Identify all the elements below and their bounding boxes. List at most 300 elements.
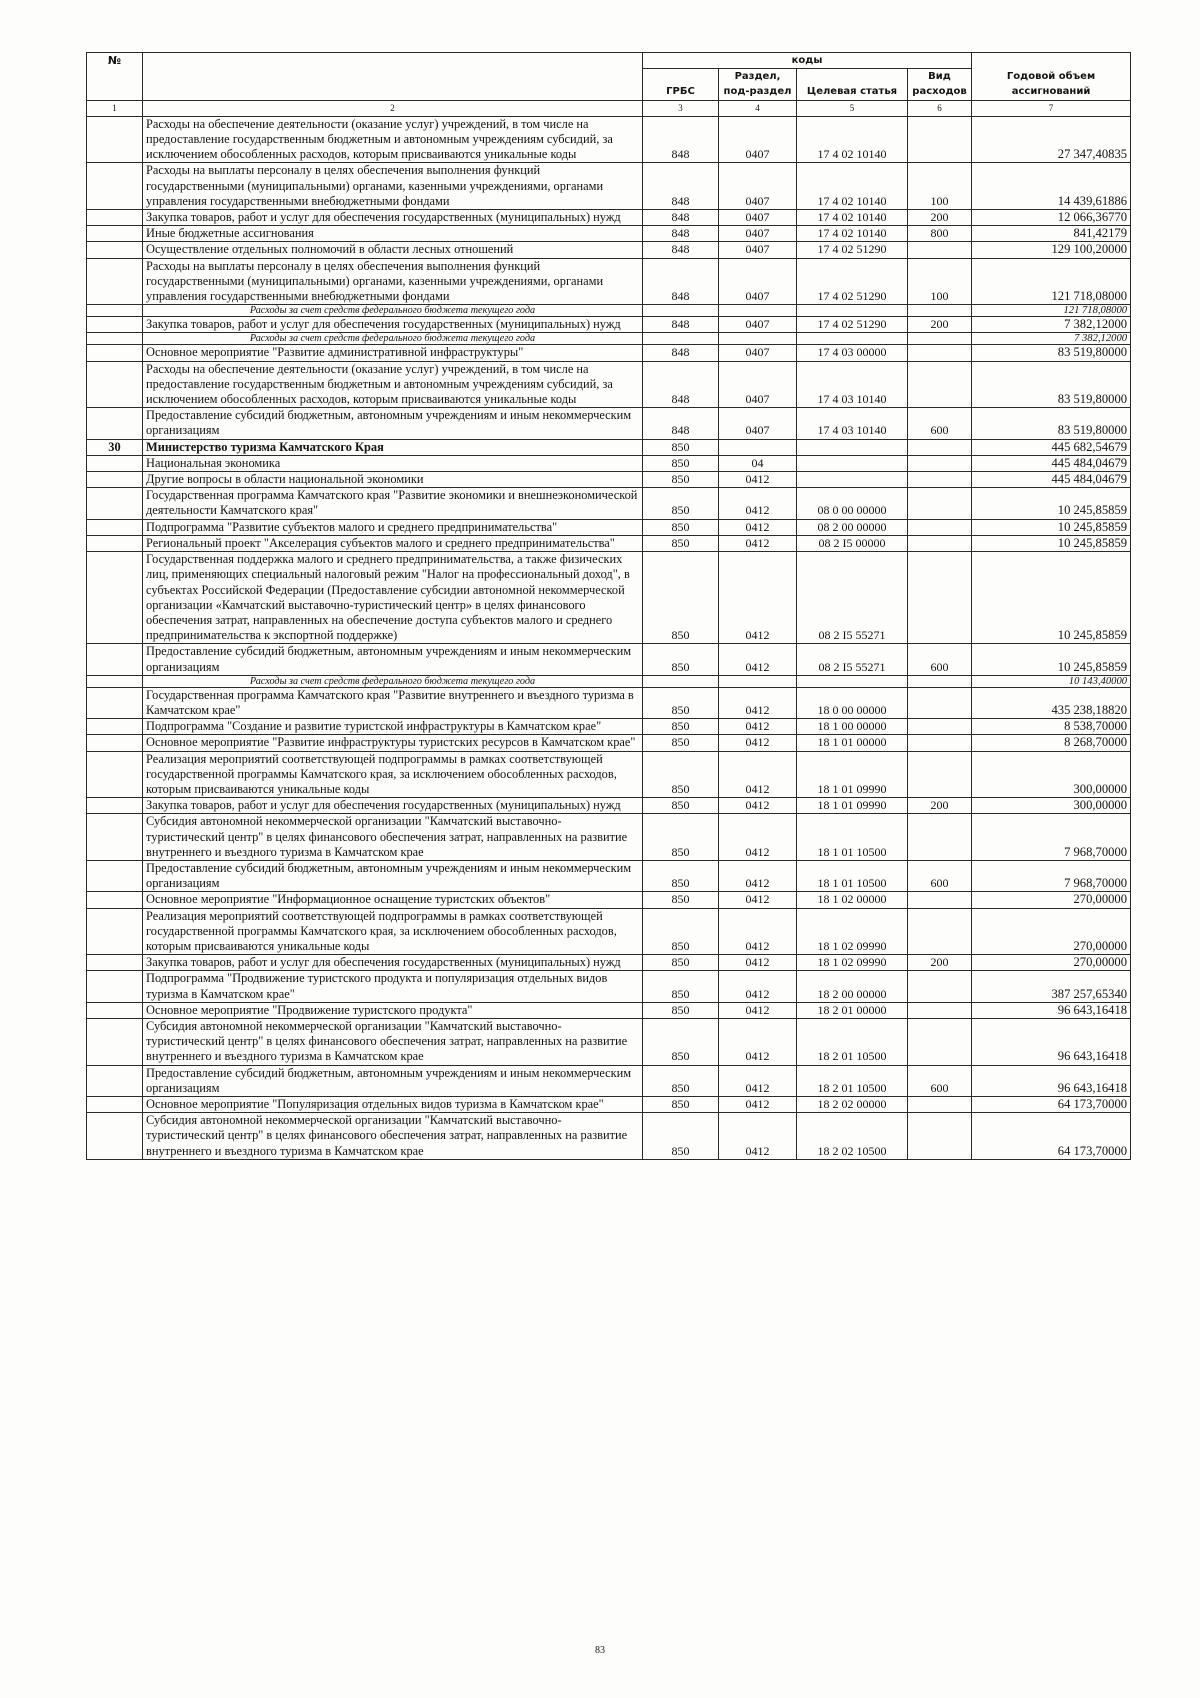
row-amount: 96 643,16418 [972,1002,1131,1018]
row-number [87,908,143,955]
row-grbs: 850 [643,955,719,971]
table-row [87,242,1131,258]
table-row [87,814,1131,861]
row-number [87,472,143,488]
row-target-article: 18 1 02 09990 [797,955,908,971]
row-expense-type [908,687,972,718]
row-grbs [643,333,719,345]
table-row [87,719,1131,735]
row-target-article: 08 0 00 00000 [797,488,908,519]
row-name: Закупка товаров, работ и услуг для обеспечения государственных (муниципальных) нужд [143,317,643,333]
row-amount: 7 968,70000 [972,860,1131,891]
row-amount: 387 257,65340 [972,971,1131,1002]
row-razdel: 0412 [719,687,797,718]
header-expense-type: Вид расходов [908,69,972,100]
table-row [87,860,1131,891]
row-razdel: 0407 [719,361,797,408]
row-name: Основное мероприятие "Развитие административной инфраструктуры" [143,345,643,361]
row-name: Субсидия автономной некоммерческой организации "Камчатский выставочно-туристический центр" в целях финансового обеспечения затрат, направленных на развитие внутреннего и въездного туризма в Камчатском крае [143,814,643,861]
row-amount: 8 268,70000 [972,735,1131,751]
column-index-row [87,100,1131,116]
table-row [87,305,1131,317]
row-amount: 445 484,04679 [972,455,1131,471]
table-body [87,116,1131,1159]
row-razdel: 0412 [719,892,797,908]
row-grbs: 850 [643,552,719,644]
row-expense-type: 600 [908,644,972,675]
row-number [87,1113,143,1160]
row-name: Закупка товаров, работ и услуг для обеспечения государственных (муниципальных) нужд [143,210,643,226]
row-name: Расходы на выплаты персоналу в целях обеспечения выполнения функций государственными (муниципальными) органами, казенными учреждениями, органами управления государственными внебюджетными фондами [143,163,643,210]
row-grbs [643,675,719,687]
row-expense-type [908,345,972,361]
row-number [87,242,143,258]
row-grbs: 850 [643,798,719,814]
row-razdel: 0412 [719,552,797,644]
row-amount: 83 519,80000 [972,345,1131,361]
row-target-article: 17 4 02 51290 [797,317,908,333]
row-razdel: 0412 [719,1002,797,1018]
row-target-article: 18 1 01 10500 [797,814,908,861]
row-target-article: 08 2 I5 00000 [797,535,908,551]
row-name: Другие вопросы в области национальной экономики [143,472,643,488]
row-amount: 64 173,70000 [972,1113,1131,1160]
row-expense-type [908,751,972,798]
row-razdel: 0407 [719,408,797,439]
row-grbs: 850 [643,971,719,1002]
table-row [87,361,1131,408]
table-row [87,1002,1131,1018]
row-grbs: 850 [643,439,719,455]
index-cell: 2 [143,100,643,116]
row-number [87,305,143,317]
row-expense-type [908,675,972,687]
row-target-article: 18 2 02 10500 [797,1113,908,1160]
row-number [87,535,143,551]
table-row [87,345,1131,361]
row-name: Государственная программа Камчатского края "Развитие экономики и внешнеэкономической деятельности Камчатского края" [143,488,643,519]
row-target-article: 18 2 01 10500 [797,1065,908,1096]
row-expense-type [908,519,972,535]
row-target-article [797,305,908,317]
row-name: Государственная программа Камчатского края "Развитие внутреннего и въездного туризма в Камчатском крае" [143,687,643,718]
table-row [87,971,1131,1002]
row-expense-type: 200 [908,955,972,971]
row-amount: 121 718,08000 [972,258,1131,305]
row-grbs: 850 [643,735,719,751]
table-row [87,687,1131,718]
row-name: Реализация мероприятий соответствующей подпрограммы в рамках соответствующей государственной программы Камчатского края, за исключением обособленных расходов, которым присваиваются уникальные коды [143,751,643,798]
row-grbs: 850 [643,908,719,955]
row-number [87,116,143,163]
row-amount: 7 382,12000 [972,333,1131,345]
row-number [87,798,143,814]
index-cell: 7 [972,100,1131,116]
row-razdel: 0412 [719,735,797,751]
row-razdel: 04 [719,455,797,471]
row-name: Предоставление субсидий бюджетным, автономным учреждениям и иным некоммерческим организациям [143,860,643,891]
row-target-article: 18 1 01 09990 [797,798,908,814]
row-razdel: 0407 [719,258,797,305]
index-cell: 4 [719,100,797,116]
row-target-article: 17 4 02 10140 [797,116,908,163]
table-row [87,455,1131,471]
row-expense-type: 200 [908,210,972,226]
row-name: Закупка товаров, работ и услуг для обеспечения государственных (муниципальных) нужд [143,955,643,971]
row-razdel: 0412 [719,1018,797,1065]
row-number [87,860,143,891]
row-expense-type [908,1113,972,1160]
table-row [87,317,1131,333]
row-target-article: 18 2 01 10500 [797,1018,908,1065]
row-number [87,1065,143,1096]
row-name: Реализация мероприятий соответствующей подпрограммы в рамках соответствующей государственной программы Камчатского края, за исключением обособленных расходов, которым присваиваются уникальные коды [143,908,643,955]
row-number [87,361,143,408]
row-amount: 10 245,85859 [972,488,1131,519]
row-amount: 10 245,85859 [972,644,1131,675]
table-row [87,472,1131,488]
row-razdel: 0412 [719,751,797,798]
table-row [87,116,1131,163]
row-grbs: 850 [643,860,719,891]
row-target-article: 17 4 03 10140 [797,361,908,408]
row-name: Субсидия автономной некоммерческой организации "Камчатский выставочно-туристический центр" в целях финансового обеспечения затрат, направленных на развитие внутреннего и въездного туризма в Камчатском крае [143,1113,643,1160]
row-expense-type: 100 [908,163,972,210]
row-target-article [797,439,908,455]
row-name: Иные бюджетные ассигнования [143,226,643,242]
row-number [87,258,143,305]
row-grbs: 848 [643,242,719,258]
row-grbs: 850 [643,1018,719,1065]
row-expense-type [908,1018,972,1065]
row-target-article: 17 4 03 10140 [797,408,908,439]
row-razdel: 0407 [719,116,797,163]
row-name: Предоставление субсидий бюджетным, автономным учреждениям и иным некоммерческим организациям [143,408,643,439]
row-expense-type [908,535,972,551]
row-name: Министерство туризма Камчатского Края [143,439,643,455]
row-number [87,408,143,439]
table-row [87,333,1131,345]
row-target-article: 18 2 02 00000 [797,1097,908,1113]
row-grbs: 850 [643,455,719,471]
row-amount: 96 643,16418 [972,1018,1131,1065]
row-number [87,1097,143,1113]
table-row [87,892,1131,908]
header-no: № [87,53,143,101]
row-amount: 14 439,61886 [972,163,1131,210]
row-target-article: 08 2 I5 55271 [797,644,908,675]
row-name: Основное мероприятие "Популяризация отдельных видов туризма в Камчатском крае" [143,1097,643,1113]
row-amount: 8 538,70000 [972,719,1131,735]
header-razdel: Раздел, под-раздел [719,69,797,100]
row-number [87,163,143,210]
row-razdel: 0412 [719,719,797,735]
index-cell: 6 [908,100,972,116]
row-amount: 270,00000 [972,908,1131,955]
row-razdel [719,305,797,317]
row-name: Предоставление субсидий бюджетным, автономным учреждениям и иным некоммерческим организациям [143,644,643,675]
row-grbs: 850 [643,1097,719,1113]
table-row [87,908,1131,955]
row-grbs: 848 [643,163,719,210]
table-row [87,1113,1131,1160]
row-amount: 129 100,20000 [972,242,1131,258]
row-amount: 7 968,70000 [972,814,1131,861]
row-expense-type: 100 [908,258,972,305]
row-expense-type: 200 [908,317,972,333]
row-number [87,955,143,971]
row-grbs: 848 [643,408,719,439]
row-target-article: 18 1 01 10500 [797,860,908,891]
row-razdel: 0407 [719,226,797,242]
row-name: Расходы за счет средств федерального бюджета текущего года [143,305,643,317]
row-name: Основное мероприятие "Развитие инфраструктуры туристских ресурсов в Камчатском крае" [143,735,643,751]
row-number [87,1018,143,1065]
row-amount: 10 245,85859 [972,519,1131,535]
row-name: Предоставление субсидий бюджетным, автономным учреждениям и иным некоммерческим организациям [143,1065,643,1096]
row-razdel: 0412 [719,971,797,1002]
row-number [87,455,143,471]
row-target-article: 17 4 02 10140 [797,226,908,242]
row-name: Региональный проект "Акселерация субъектов малого и среднего предпринимательства" [143,535,643,551]
row-grbs: 850 [643,472,719,488]
row-amount: 96 643,16418 [972,1065,1131,1096]
row-amount: 445 682,54679 [972,439,1131,455]
row-expense-type [908,908,972,955]
row-expense-type [908,472,972,488]
row-expense-type [908,116,972,163]
row-expense-type [908,455,972,471]
row-name: Закупка товаров, работ и услуг для обеспечения государственных (муниципальных) нужд [143,798,643,814]
row-number [87,333,143,345]
row-amount: 10 245,85859 [972,535,1131,551]
row-amount: 435 238,18820 [972,687,1131,718]
row-target-article: 18 0 00 00000 [797,687,908,718]
row-number [87,675,143,687]
table-row [87,535,1131,551]
row-target-article: 08 2 00 00000 [797,519,908,535]
table-row [87,226,1131,242]
header-name-blank [143,53,643,101]
row-expense-type [908,333,972,345]
row-target-article: 17 4 03 00000 [797,345,908,361]
index-cell: 3 [643,100,719,116]
row-amount: 12 066,36770 [972,210,1131,226]
row-razdel: 0412 [719,955,797,971]
row-grbs: 850 [643,488,719,519]
row-grbs: 848 [643,226,719,242]
row-razdel: 0412 [719,1065,797,1096]
row-expense-type: 600 [908,1065,972,1096]
row-amount: 121 718,08000 [972,305,1131,317]
row-grbs: 848 [643,361,719,408]
table-row [87,210,1131,226]
row-number [87,552,143,644]
table-row [87,798,1131,814]
row-number [87,345,143,361]
row-razdel: 0407 [719,317,797,333]
row-expense-type [908,305,972,317]
row-number [87,735,143,751]
row-grbs [643,305,719,317]
row-number [87,814,143,861]
row-target-article: 17 4 02 10140 [797,163,908,210]
row-target-article: 18 2 00 00000 [797,971,908,1002]
table-row [87,955,1131,971]
row-razdel: 0412 [719,644,797,675]
row-grbs: 850 [643,814,719,861]
row-amount: 10 245,85859 [972,552,1131,644]
table-row [87,644,1131,675]
row-number [87,210,143,226]
row-grbs: 850 [643,1065,719,1096]
row-target-article: 17 4 02 10140 [797,210,908,226]
row-amount: 300,00000 [972,798,1131,814]
budget-sheet [86,52,1130,1160]
row-grbs: 850 [643,687,719,718]
row-number [87,644,143,675]
row-razdel [719,439,797,455]
row-target-article [797,455,908,471]
row-amount: 7 382,12000 [972,317,1131,333]
row-target-article: 18 1 02 00000 [797,892,908,908]
table-row [87,552,1131,644]
row-name: Расходы на обеспечение деятельности (оказание услуг) учреждений, в том числе на предоставление государственным бюджетным и автономным учреждениям субсидий, за исключением обособленных расходов, которым присваиваются уникальные коды [143,116,643,163]
row-target-article: 18 1 01 09990 [797,751,908,798]
row-expense-type [908,735,972,751]
row-razdel [719,333,797,345]
header-target-article: Целевая статья [797,69,908,100]
row-amount: 64 173,70000 [972,1097,1131,1113]
budget-table [86,52,1131,1160]
table-row [87,488,1131,519]
row-razdel: 0412 [719,535,797,551]
row-grbs: 848 [643,345,719,361]
row-expense-type [908,892,972,908]
row-grbs: 850 [643,892,719,908]
row-grbs: 850 [643,519,719,535]
table-row [87,408,1131,439]
row-grbs: 850 [643,751,719,798]
row-target-article: 17 4 02 51290 [797,242,908,258]
row-razdel: 0412 [719,519,797,535]
row-razdel: 0407 [719,210,797,226]
row-razdel: 0412 [719,860,797,891]
row-number [87,687,143,718]
row-razdel [719,675,797,687]
row-expense-type [908,552,972,644]
row-number [87,488,143,519]
row-razdel: 0412 [719,1113,797,1160]
row-name: Расходы за счет средств федерального бюджета текущего года [143,675,643,687]
row-razdel: 0412 [719,908,797,955]
row-razdel: 0412 [719,798,797,814]
row-grbs: 848 [643,258,719,305]
row-grbs: 850 [643,644,719,675]
row-grbs: 848 [643,317,719,333]
row-razdel: 0412 [719,1097,797,1113]
table-row [87,675,1131,687]
row-expense-type [908,439,972,455]
row-number: 30 [87,439,143,455]
row-expense-type [908,814,972,861]
row-amount: 27 347,40835 [972,116,1131,163]
row-expense-type [908,1097,972,1113]
row-target-article: 18 1 02 09990 [797,908,908,955]
table-row [87,439,1131,455]
row-target-article: 18 2 01 00000 [797,1002,908,1018]
row-name: Основное мероприятие "Информационное оснащение туристских объектов" [143,892,643,908]
row-name: Субсидия автономной некоммерческой организации "Камчатский выставочно-туристический центр" в целях финансового обеспечения затрат, направленных на развитие внутреннего и въездного туризма в Камчатском крае [143,1018,643,1065]
row-target-article: 17 4 02 51290 [797,258,908,305]
row-amount: 83 519,80000 [972,408,1131,439]
row-expense-type [908,971,972,1002]
row-name: Основное мероприятие "Продвижение туристского продукта" [143,1002,643,1018]
row-expense-type: 800 [908,226,972,242]
row-name: Подпрограмма "Развитие субъектов малого и среднего предпринимательства" [143,519,643,535]
row-name: Расходы на выплаты персоналу в целях обеспечения выполнения функций государственными (муниципальными) органами, казенными учреждениями, органами управления государственными внебюджетными фондами [143,258,643,305]
row-target-article [797,675,908,687]
row-expense-type [908,242,972,258]
row-number [87,317,143,333]
row-number [87,1002,143,1018]
row-amount: 300,00000 [972,751,1131,798]
row-expense-type: 600 [908,408,972,439]
row-number [87,519,143,535]
table-row [87,1018,1131,1065]
table-row [87,163,1131,210]
table-row [87,258,1131,305]
header-grbs: ГРБС [643,69,719,100]
row-name: Подпрограмма "Продвижение туристского продукта и популяризация отдельных видов туризма в Камчатском крае" [143,971,643,1002]
row-expense-type: 600 [908,860,972,891]
row-grbs: 850 [643,1002,719,1018]
row-number [87,971,143,1002]
table-row [87,1097,1131,1113]
row-name: Государственная поддержка малого и среднего предпринимательства, а также физических лиц, применяющих специальный налоговый режим "Налог на профессиональный доход", в субъектах Российской Федерации (Предоставление субсидии автономной некоммерческой организации «Камчатский выставочно-туристический центр» в целях финансового обеспечения затрат, направленных на обеспечение доступа субъектов малого и среднего предпринимательства к экспортной поддержке) [143,552,643,644]
row-number [87,751,143,798]
page-number: 83 [595,1645,605,1656]
row-grbs: 850 [643,1113,719,1160]
row-name: Расходы за счет средств федерального бюджета текущего года [143,333,643,345]
row-name: Осуществление отдельных полномочий в области лесных отношений [143,242,643,258]
index-cell: 1 [87,100,143,116]
row-target-article [797,333,908,345]
row-razdel: 0412 [719,488,797,519]
row-grbs: 848 [643,116,719,163]
table-row [87,735,1131,751]
row-expense-type [908,361,972,408]
row-razdel: 0407 [719,242,797,258]
row-grbs: 850 [643,535,719,551]
table-row [87,1065,1131,1096]
index-cell: 5 [797,100,908,116]
row-expense-type: 200 [908,798,972,814]
row-name: Расходы на обеспечение деятельности (оказание услуг) учреждений, в том числе на предоставление государственным бюджетным и автономным учреждениям субсидий, за исключением обособленных расходов, которым присваиваются уникальные коды [143,361,643,408]
row-grbs: 850 [643,719,719,735]
row-razdel: 0412 [719,814,797,861]
header-total: Годовой объем ассигнований [972,53,1131,101]
row-amount: 83 519,80000 [972,361,1131,408]
row-razdel: 0407 [719,163,797,210]
table-row [87,519,1131,535]
row-amount: 445 484,04679 [972,472,1131,488]
row-target-article: 18 1 01 00000 [797,735,908,751]
row-expense-type [908,488,972,519]
row-name: Подпрограмма "Создание и развитие туристской инфраструктуры в Камчатском крае" [143,719,643,735]
row-grbs: 848 [643,210,719,226]
row-target-article: 08 2 I5 55271 [797,552,908,644]
